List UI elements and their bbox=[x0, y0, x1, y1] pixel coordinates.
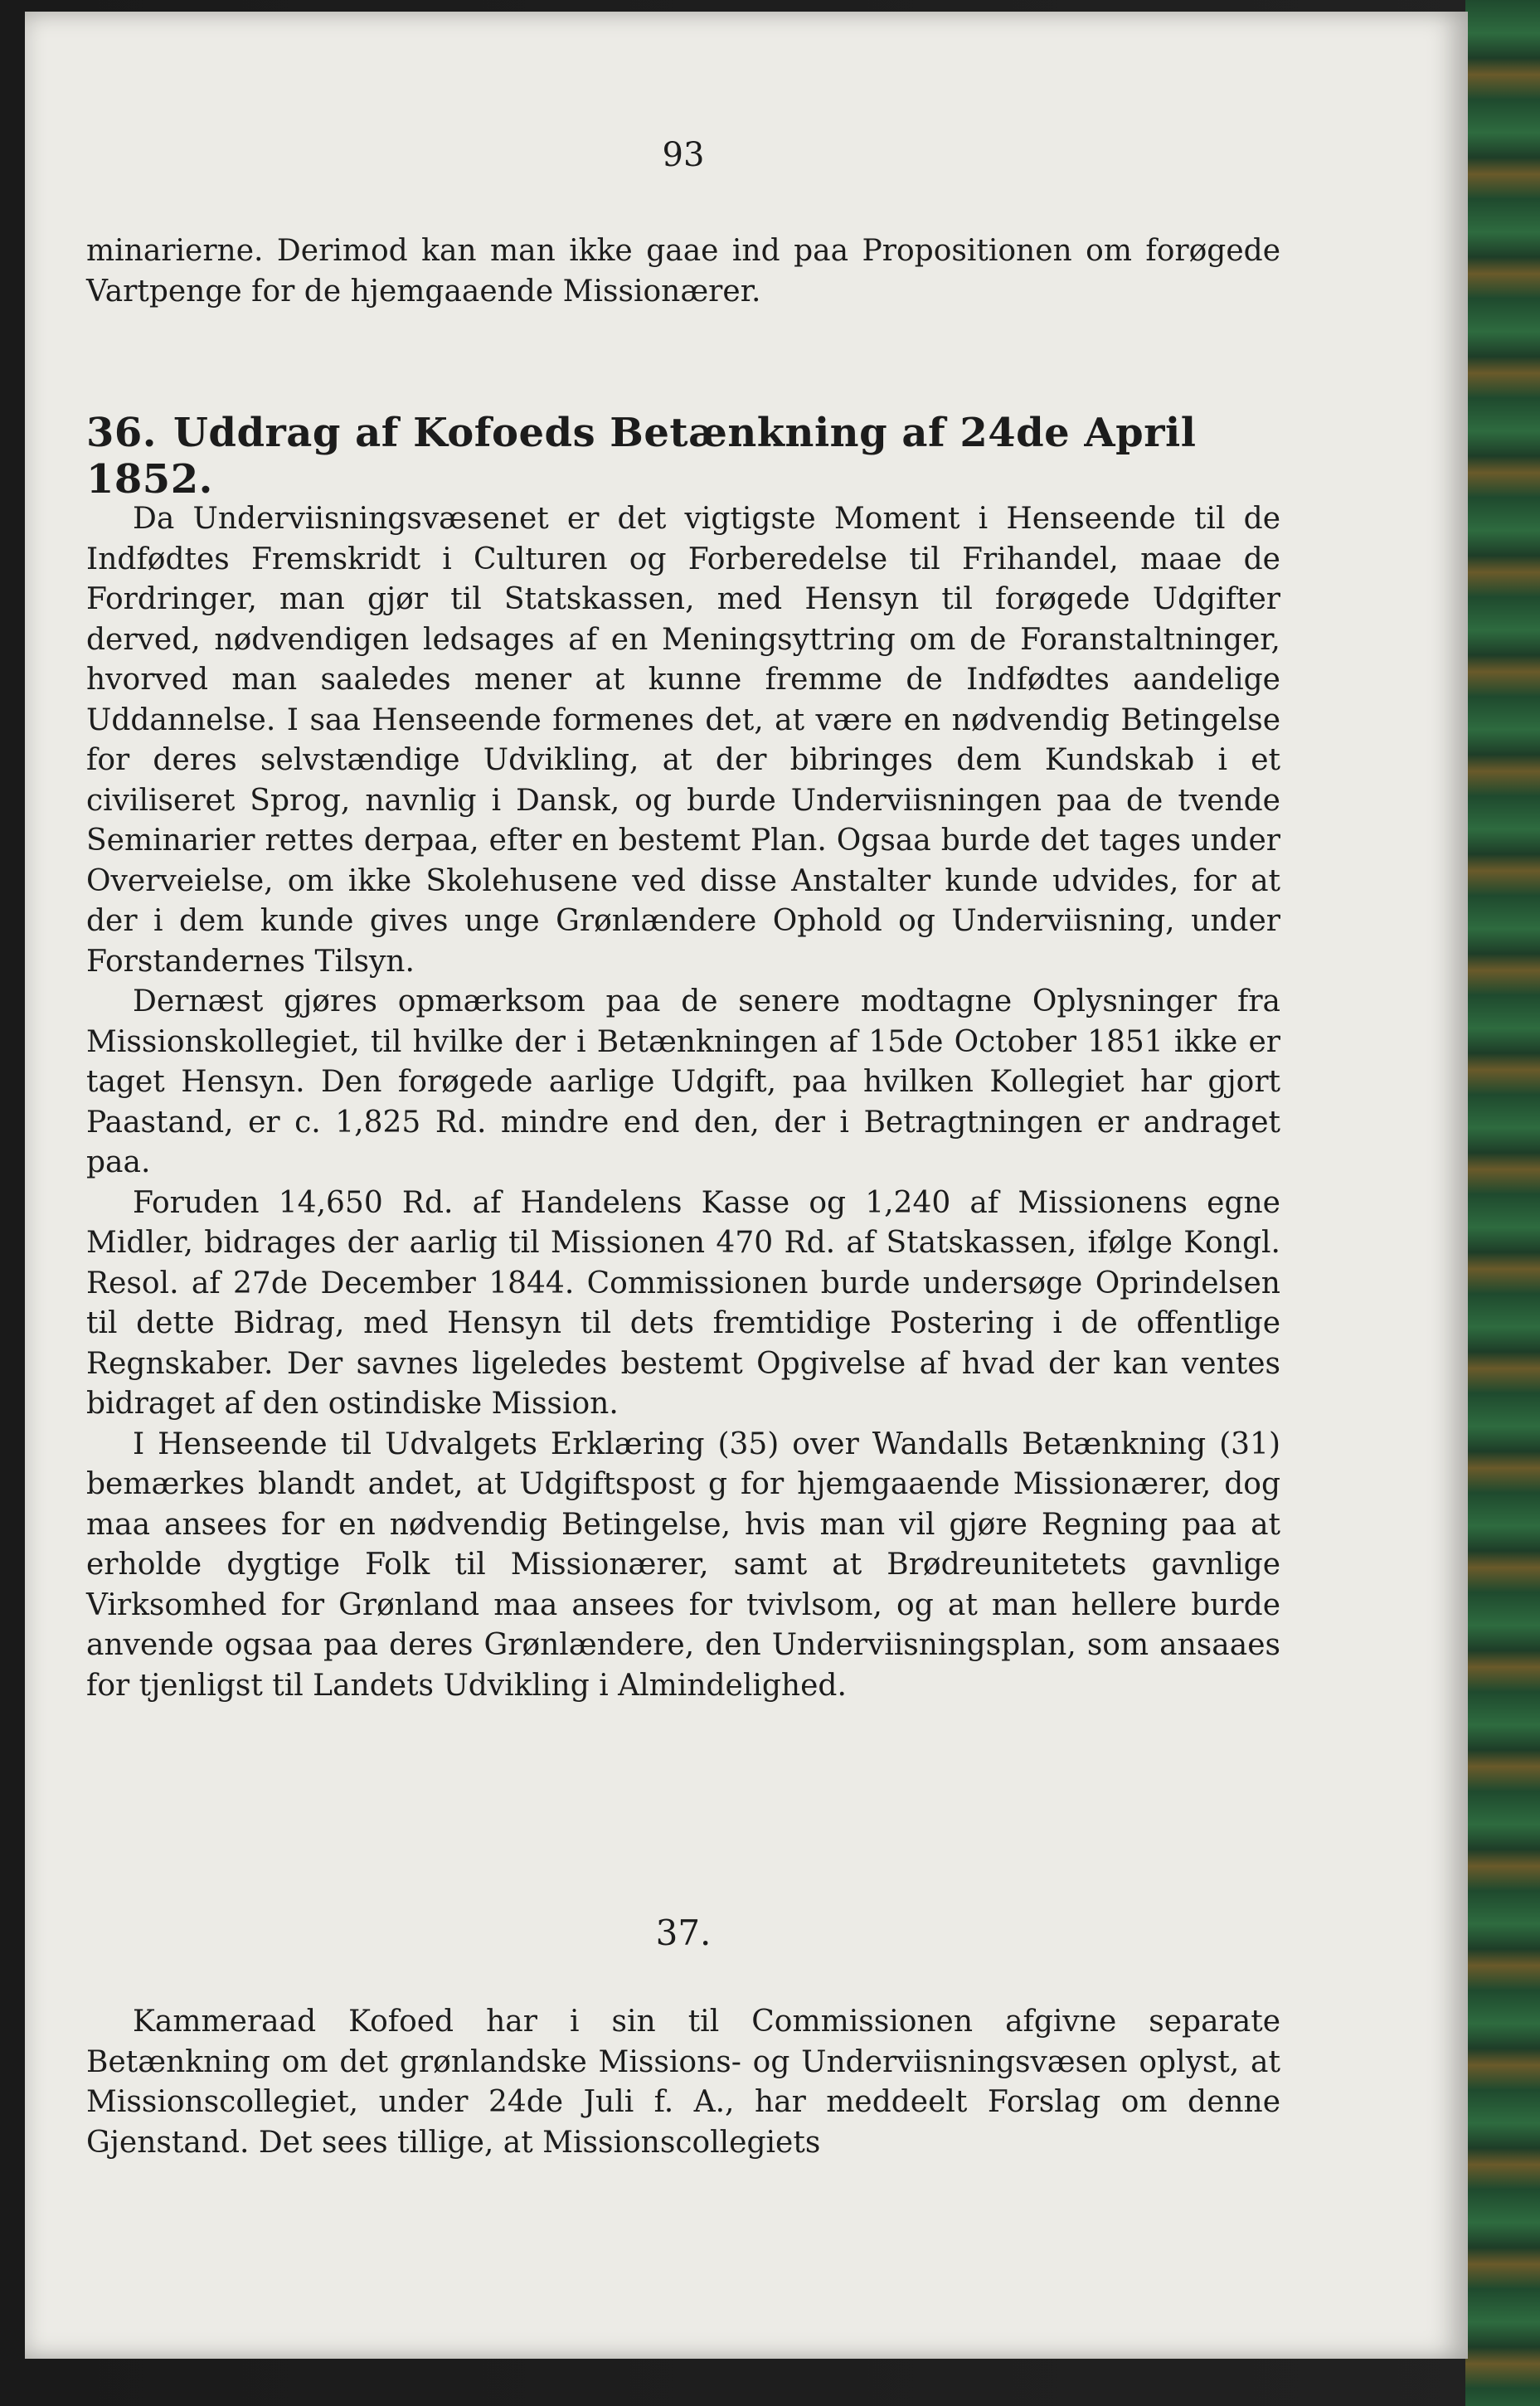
section-37-paragraph: Kammeraad Kofoed har i sin til Commissionen afgivne separate Betænkning om det grønlandske Missions- og Underviisningsvæsen oplyst, at Missionscollegiet, under 24de Juli f. A., har meddeelt Forslag om denne Gjenstand. Det sees tillige, at Missionscollegiets bbox=[86, 2005, 1280, 2160]
section-36-paragraph-4: I Henseende til Udvalgets Erklæring (35) over Wandalls Betænkning (31) bemærkes blandt andet, at Udgiftspost g for hjemgaaende Missionærer, dog maa ansees for en nødvendig Betingelse, hvis man vil gjøre Regning paa at erholde dygtige Folk til Missionærer, samt at Brødreunitetets gavnlige Virksomhed for Grønland maa ansees for tvivlsom, og at man hellere burde anvende ogsaa paa deres Grønlændere, den Underviisningsplan, som ansaaes for tjenligst til Landets Udvikling i Almindelighed. bbox=[86, 1427, 1280, 1703]
section-36-body bbox=[86, 499, 1280, 1706]
section-37-number: 37. bbox=[655, 1913, 712, 1953]
section-37-body bbox=[86, 2002, 1280, 2163]
book-cover-edge bbox=[1465, 0, 1540, 2406]
section-36-paragraph-3: Foruden 14,650 Rd. af Handelens Kasse og 1,240 af Missionens egne Midler, bidrages der aarlig til Missionen 470 Rd. af Statskassen, ifølge Kongl. Resol. af 27de December 1844. Commissionen burde undersøge Oprindelsen til dette Bidrag, med Hensyn til dets fremtidige Postering i de offentlige Regnskaber. Der savnes ligeledes bestemt Opgivelse af hvad der kan ventes bidraget af den ostindiske Mission. bbox=[86, 1185, 1280, 1421]
section-36-title: Uddrag af Kofoeds Betænkning af 24de April 1852. bbox=[86, 410, 1197, 503]
section-36-heading bbox=[86, 410, 1280, 503]
section-36-paragraph-1: Da Underviisningsvæsenet er det vigtigste Moment i Henseende til de Indfødtes Fremskridt i Culturen og Forberedelse til Frihandel, maae de Fordringer, man gjør til Statskassen, med Hensyn til forøgede Udgifter derved, nødvendigen ledsages af en Meningsyttring om de Foranstaltninger, hvorved man saaledes mener at kunne fremme de Indfødtes aandelige Uddannelse. I saa Henseende formenes det, at være en nødvendig Betingelse for deres selvstændige Udvikling, at der bibringes dem Kundskab i et civiliseret Sprog, navnlig i Dansk, og burde Underviisningen paa de tvende Seminarier rettes derpaa, efter en bestemt Plan. Ogsaa burde det tages under Overveielse, om ikke Skolehusene ved disse Anstalter kunde udvides, for at der i dem kunde gives unge Grønlændere Ophold og Underviisning, under Forstandernes Tilsyn. bbox=[86, 502, 1280, 979]
section-36-number: 36. bbox=[86, 410, 158, 456]
intro-paragraph bbox=[86, 231, 1280, 312]
page-number: 93 bbox=[662, 136, 705, 174]
book-page bbox=[25, 12, 1468, 2359]
section-36-paragraph-2: Dernæst gjøres opmærksom paa de senere modtagne Oplysninger fra Missionskollegiet, til hvilke der i Betænkningen af 15de October 1851 ikke er taget Hensyn. Den forøgede aarlige Udgift, paa hvilken Kollegiet har gjort Paastand, er c. 1,825 Rd. mindre end den, der i Betragtningen er andraget paa. bbox=[86, 984, 1280, 1179]
intro-text: minarierne. Derimod kan man ikke gaae ind paa Propositionen om forøgede Vartpenge for de hjemgaaende Missionærer. bbox=[86, 234, 1280, 309]
